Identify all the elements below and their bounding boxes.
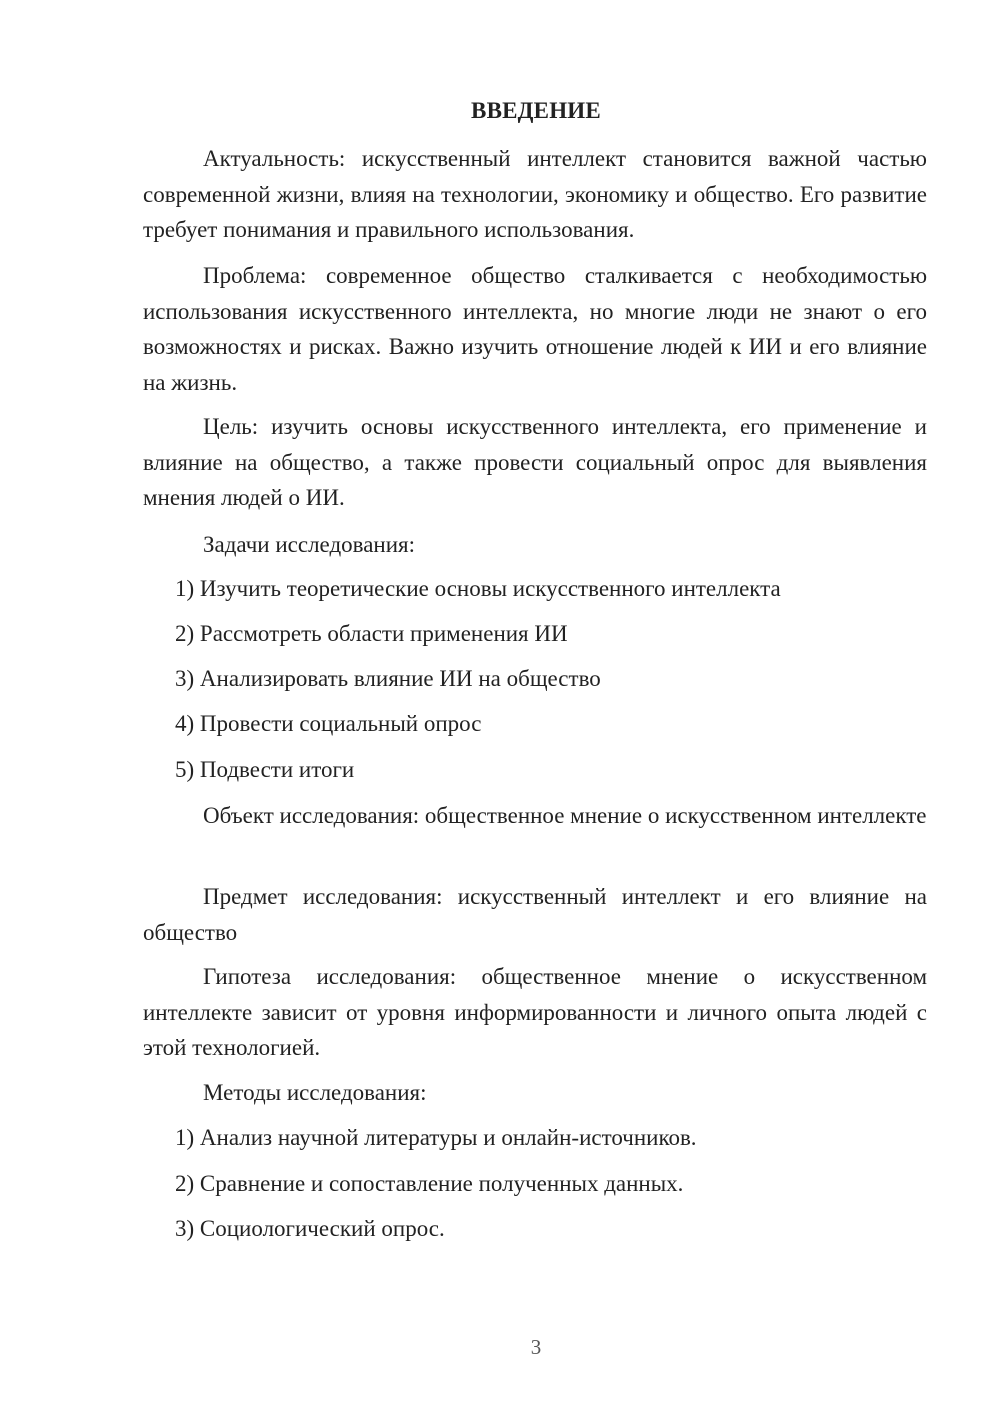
task-item-2: 2) Рассмотреть области применения ИИ [175,621,568,646]
task-item-3: 3) Анализировать влияние ИИ на общество [175,666,601,691]
hypothesis-paragraph: Гипотеза исследования: общественное мнение о искусственном интеллекте зависит от уровня информированности и личного опыта людей с этой технологией. [143,964,927,1060]
method-item-3: 3) Социологический опрос. [175,1216,445,1241]
problem-paragraph: Проблема: современное общество сталкивается с необходимостью использования искусственного интеллекта, но многие люди не знают о его возможностях и рисках. Важно изучить отношение людей к ИИ и его влияние на жизнь. [143,263,927,395]
task-item-4: 4) Провести социальный опрос [175,711,482,736]
page-number: 3 [530,1335,542,1359]
task-item-1: 1) Изучить теоретические основы искусственного интеллекта [175,576,781,601]
page-title: ВВЕДЕНИЕ [471,98,601,123]
relevance-paragraph: Актуальность: искусственный интеллект становится важной частью современной жизни, влияя на технологии, экономику и общество. Его развитие требует понимания и правильного использования. [143,146,927,242]
method-item-2: 2) Сравнение и сопоставление полученных данных. [175,1171,684,1196]
task-item-5: 5) Подвести итоги [175,757,355,782]
goal-paragraph: Цель: изучить основы искусственного интеллекта, его применение и влияние на общество, а также провести социальный опрос для выявления мнения людей о ИИ. [143,414,927,510]
object-paragraph: Объект исследования: общественное мнение о искусственном интеллекте [203,803,927,828]
method-item-1: 1) Анализ научной литературы и онлайн-источников. [175,1125,697,1150]
subject-paragraph: Предмет исследования: искусственный интеллект и его влияние на общество [143,884,927,945]
methods-heading: Методы исследования: [203,1080,427,1105]
tasks-heading: Задачи исследования: [203,532,416,557]
